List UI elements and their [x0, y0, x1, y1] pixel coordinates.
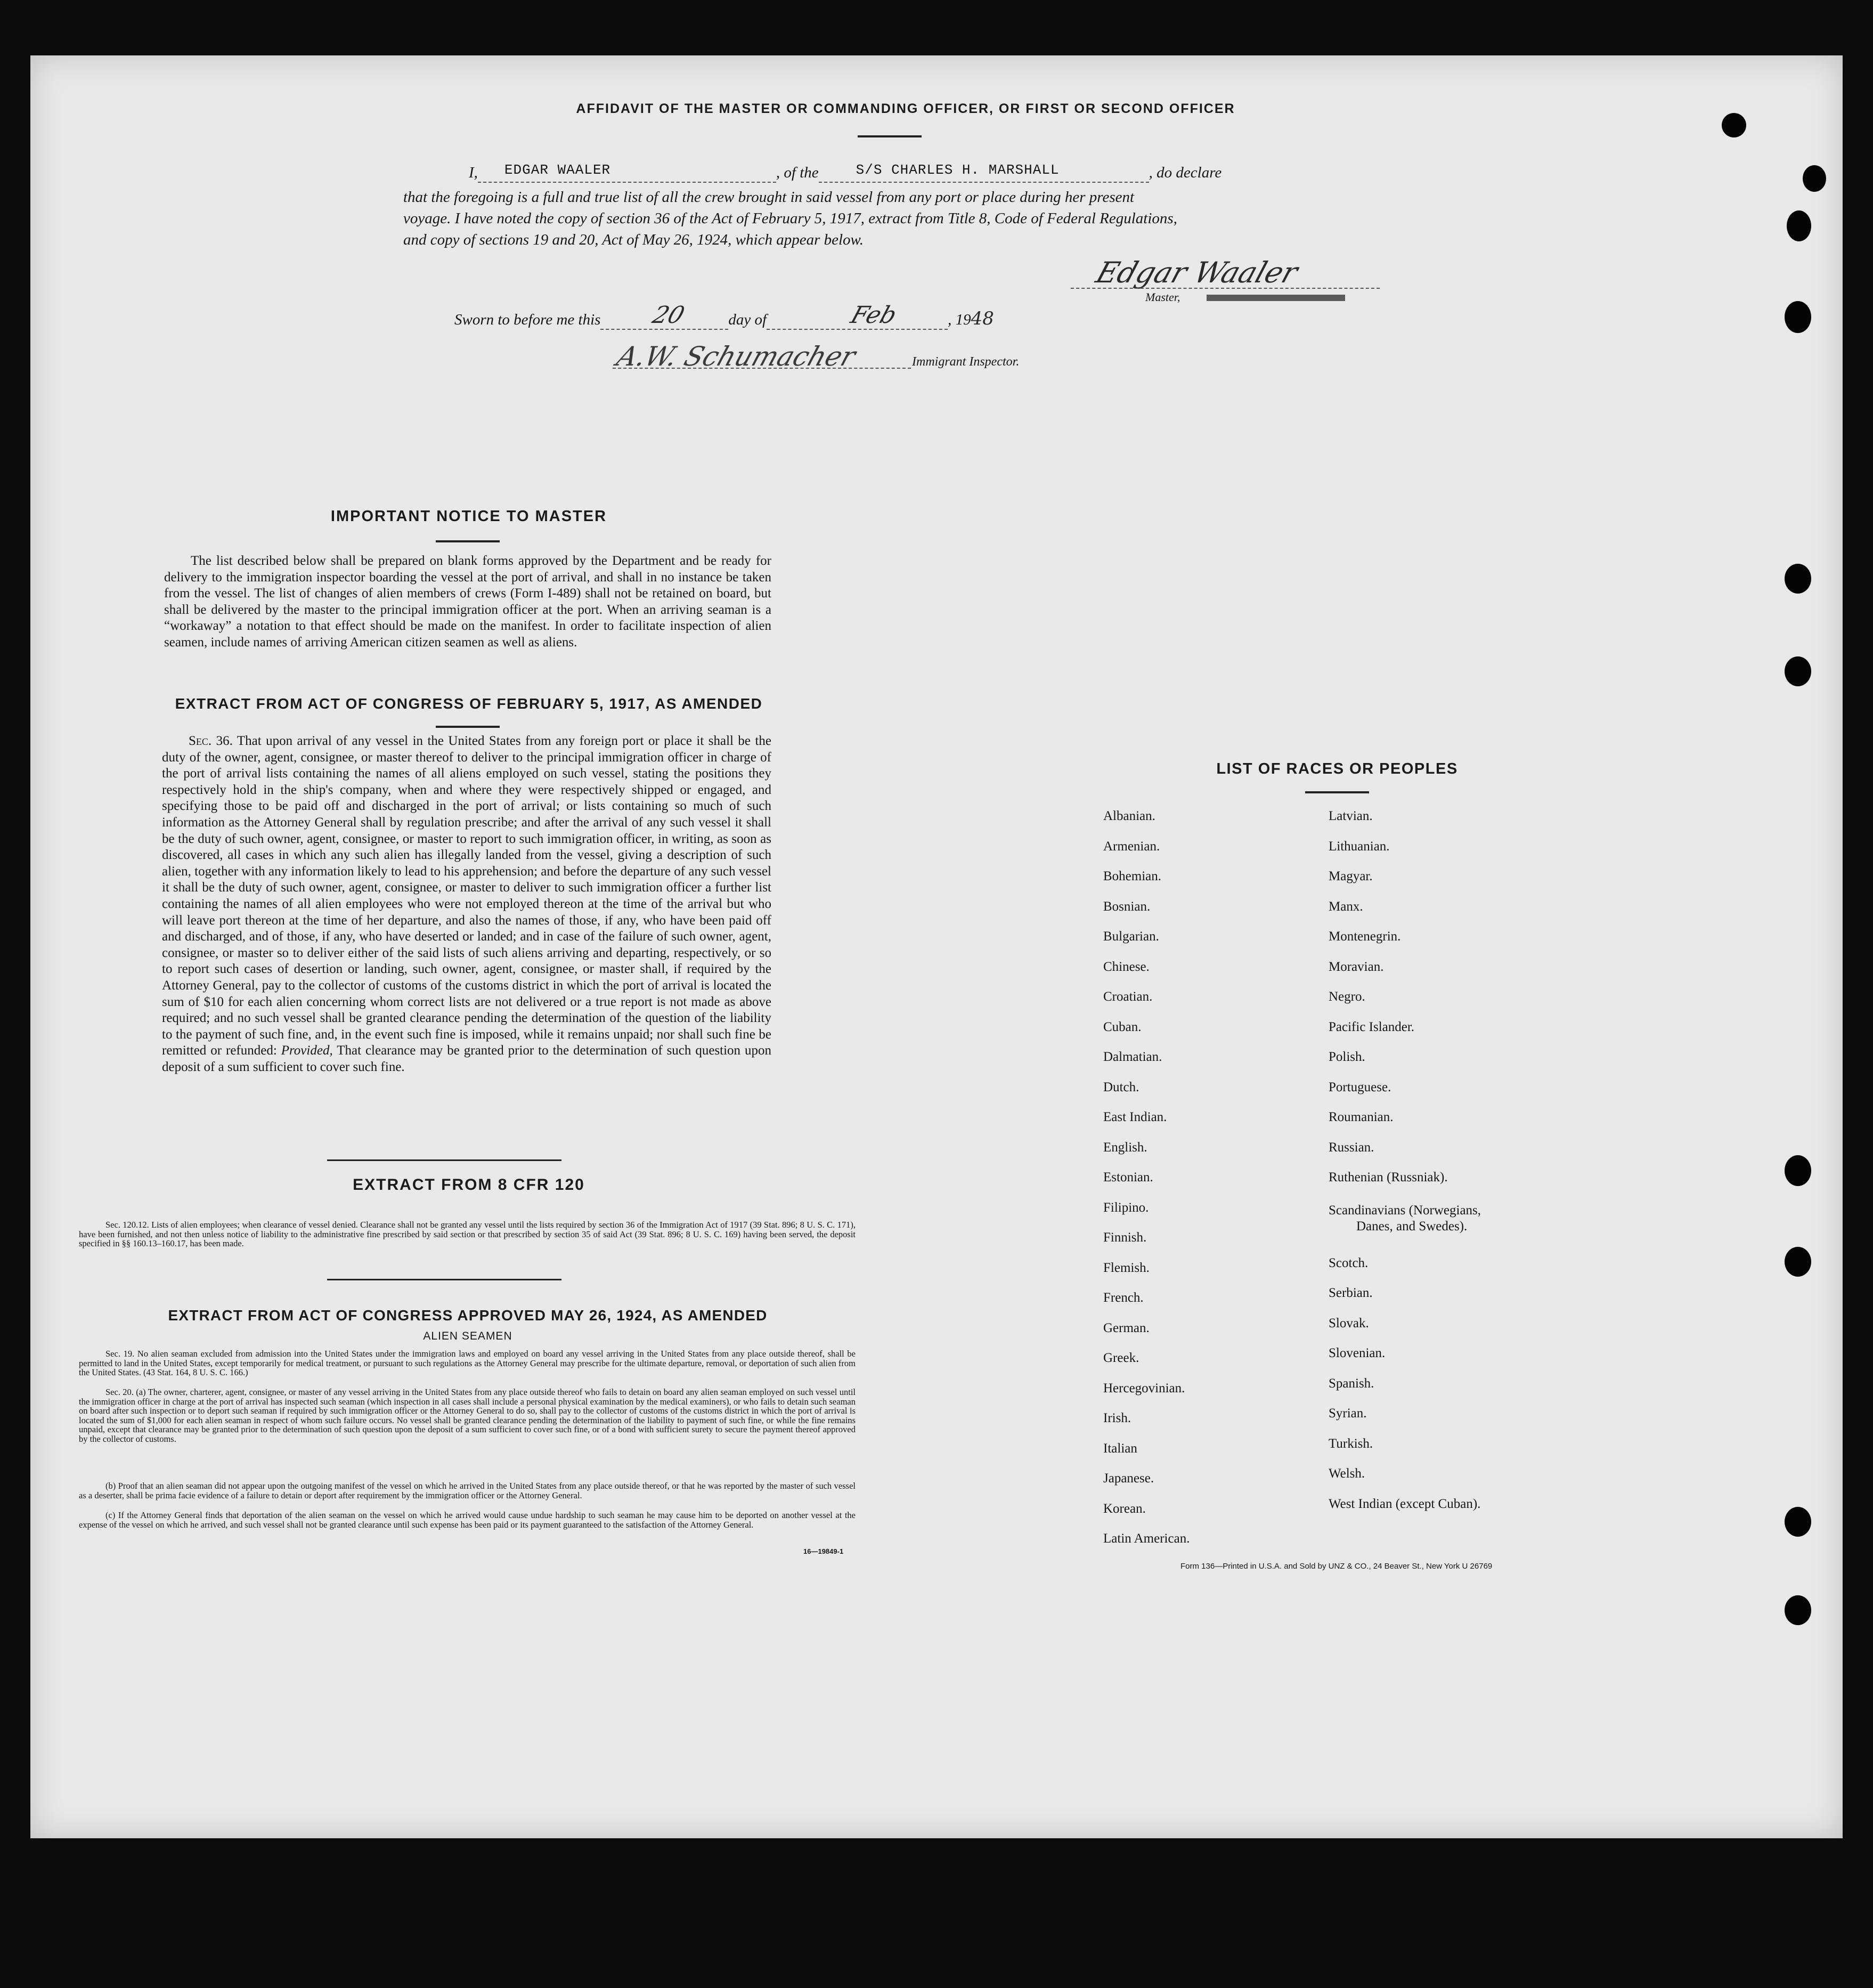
cfr-bottom-rule	[327, 1279, 561, 1280]
race-item: Slovak.	[1329, 1316, 1369, 1330]
races-title: LIST OF RACES OR PEOPLES	[1216, 760, 1458, 777]
race-item: Magyar.	[1329, 869, 1373, 883]
race-item: Bulgarian.	[1103, 929, 1159, 944]
sworn-month-field	[767, 302, 948, 330]
cfr-separator-rule	[327, 1159, 561, 1161]
sec-20b-text: (b) Proof that an alien seaman did not appear upon the outgoing manifest of the vessel on which he arrived in the United States from any place outside thereof, or that he was reported by the master of such vessel as a deserter, shall be prima facie evidence of a failure to detain or deport after requirement by the immigration officer or the Attorney General.	[79, 1481, 856, 1500]
race-item: Serbian.	[1329, 1286, 1373, 1300]
race-item: Lithuanian.	[1329, 839, 1390, 854]
affidavit-line-2: that the foregoing is a full and true list of all the crew brought in said vessel from any port or place during her present	[403, 189, 1135, 206]
master-name-field	[478, 164, 776, 183]
race-item: Turkish.	[1329, 1436, 1373, 1451]
race-item: Italian	[1103, 1441, 1137, 1456]
races-right-column	[1329, 809, 1481, 1527]
binder-hole-7	[1785, 1155, 1811, 1186]
binder-hole-2	[1803, 165, 1826, 192]
race-item: Montenegrin.	[1329, 929, 1401, 944]
race-item: Irish.	[1103, 1411, 1131, 1425]
affidavit-i: I,	[469, 164, 478, 181]
binder-hole-5	[1785, 564, 1811, 594]
sec-36-label: Sec. 36.	[189, 734, 233, 748]
inspector-signature: A.W. Schumacher	[613, 341, 860, 372]
race-item: Finnish.	[1103, 1230, 1147, 1245]
race-item: German.	[1103, 1320, 1150, 1335]
race-item: Manx.	[1329, 899, 1363, 914]
race-item: English.	[1103, 1140, 1147, 1155]
races-title-rule	[1305, 791, 1369, 793]
sec-19-text: Sec. 19. No alien seaman excluded from admission into the United States under the immigration laws and employed on board any vessel arriving in the United States from any place outside thereof, shall be permitted to land in the United States, except temporarily for medical treatment, or pursuant to such regulations as the Attorney General may prescribe for the ultimate departure, removal, or deportation of such alien from the United States. (43 Stat. 164, 8 U. S. C. 166.)	[79, 1349, 856, 1377]
race-item: West Indian (except Cuban).	[1329, 1496, 1481, 1511]
race-item-scandinavians	[1329, 1200, 1481, 1256]
affidavit-line-1	[469, 164, 1412, 183]
race-item: Negro.	[1329, 989, 1365, 1004]
race-item: Bosnian.	[1103, 899, 1151, 914]
race-item: Chinese.	[1103, 959, 1150, 974]
affidavit-title: AFFIDAVIT OF THE MASTER OR COMMANDING OFFICER, OR FIRST OR SECOND OFFICER	[576, 101, 1235, 116]
form-code: 16—19849-1	[803, 1547, 844, 1555]
race-item: French.	[1103, 1291, 1144, 1305]
affidavit-title-rule	[858, 135, 922, 137]
sworn-text: Sworn to before me this	[454, 311, 601, 328]
race-item: Armenian.	[1103, 839, 1160, 854]
race-item: Spanish.	[1329, 1376, 1374, 1391]
race-item: Latvian.	[1329, 809, 1373, 823]
struck-title-text	[1207, 295, 1345, 301]
race-item: Portuguese.	[1329, 1080, 1391, 1094]
race-item: Japanese.	[1103, 1471, 1154, 1486]
race-item: Greek.	[1103, 1351, 1139, 1365]
day-of-text: day of	[728, 311, 767, 328]
race-item: Polish.	[1329, 1050, 1365, 1064]
vessel-name-typed: S/S CHARLES H. MARSHALL	[856, 162, 1060, 178]
races-left-column	[1103, 809, 1190, 1553]
sworn-year: 48	[971, 308, 994, 329]
master-name-typed: EDGAR WAALER	[504, 162, 611, 178]
race-item: Moravian.	[1329, 959, 1384, 974]
affidavit-line-4: and copy of sections 19 and 20, Act of May 26, 1924, which appear below.	[403, 231, 864, 248]
race-item: Cuban.	[1103, 1019, 1142, 1034]
sec-36-text: That upon arrival of any vessel in the United States from any foreign port or place it shall be the duty of the owner, agent, consignee, or master thereof to deliver to the principal immigration officer in charge of the port of arrival lists containing the names of all aliens employed on such vessel, stating the positions they respectively hold in the ship's company, when and where they were respectively shipped or engaged, and specifying those to be paid off and discharged in the port of arrival; or lists containing so much of such information as the Attorney General shall by regulation prescribe; and after the arrival of any such vessel it shall be the duty of such owner, agent, consignee, or master to report to such immigration officer, in writing, as soon as discovered, all cases in which any such alien has illegally landed from the vessel, giving a description of such alien, together with any information likely to lead to his apprehension; and before the departure of any such vessel it shall be the duty of such owner, agent, consignee, or master to deliver to such immigration officer a further list containing the names of all alien employees who were not employed thereon at the time of the arrival but who will leave port thereon at the time of her departure, and also the names of those, if any, who have been paid off and discharged, and of those, if any, who have deserted or landed; and in case of the failure of such owner, agent, consignee, or master so to deliver either of the said lists of such aliens arriving and departing, respectively, or so to report such cases of desertion or landing, such owner, agent, consignee, or master shall, if required by the Attorney General, pay to the collector of customs of the customs district in which the port of arrival is located the sum of $10 for each alien concerning whom correct lists are not delivered or a true report is not made as above required; and no such vessel shall be granted clearance pending the determination of the question of the liability to the payment of such fine, and, in the event such fine is imposed, while it remains unpaid; nor shall such fine be remitted or refunded:	[162, 734, 772, 1058]
race-item: Estonian.	[1103, 1170, 1153, 1184]
race-item: Roumanian.	[1329, 1110, 1394, 1124]
race-item: Flemish.	[1103, 1260, 1150, 1275]
vessel-name-field	[819, 164, 1149, 183]
race-item: Dutch.	[1103, 1080, 1139, 1094]
binder-hole-4	[1785, 301, 1811, 333]
extract-1917-title: EXTRACT FROM ACT OF CONGRESS OF FEBRUARY 5, 1917, AS AMENDED	[175, 695, 763, 712]
binder-hole-9	[1785, 1507, 1811, 1537]
race-item: Korean.	[1103, 1501, 1146, 1516]
master-signature-line	[1071, 288, 1380, 289]
affidavit-line-3: voyage. I have noted the copy of section 36 of the Act of February 5, 1917, extract from Title 8, Code of Federal Regulations,	[403, 210, 1177, 227]
race-item-label: Scandinavians (Norwegians,	[1329, 1203, 1481, 1218]
race-item: Hercegovinian.	[1103, 1381, 1185, 1395]
race-item: Russian.	[1329, 1140, 1374, 1155]
binder-hole-10	[1785, 1595, 1811, 1625]
binder-hole-3	[1787, 210, 1811, 241]
sec-20c-text: (c) If the Attorney General finds that deportation of the alien seaman on the vessel on which he arrived would cause undue hardship to such seaman he may cause him to be deported on another vessel at the expense of the vessel on which he arrived, and such vessel shall not be granted clearance until such expense has been paid or its payment guaranteed to the satisfaction of the Attorney General.	[79, 1510, 856, 1530]
master-signature: Edgar Waaler	[1092, 256, 1302, 289]
notice-title: IMPORTANT NOTICE TO MASTER	[330, 508, 607, 525]
extract-1917-body	[162, 733, 771, 1075]
race-item: Latin American.	[1103, 1531, 1190, 1546]
extract-1917-rule	[436, 726, 500, 728]
printer-footer: Form 136—Printed in U.S.A. and Sold by UNZ & CO., 24 Beaver St., New York U 26769	[1180, 1562, 1493, 1571]
binder-hole-6	[1785, 656, 1811, 686]
sworn-line	[454, 302, 994, 330]
sworn-day-field	[600, 302, 728, 330]
cfr-title: EXTRACT FROM 8 CFR 120	[353, 1176, 585, 1194]
notice-title-rule	[436, 540, 500, 542]
sworn-day: 20	[649, 302, 688, 329]
sec-36-text-end: That clearance may be granted prior to the determination of such question upon deposit of a sum sufficient to cover such fine.	[162, 1043, 771, 1074]
inspector-signature-line	[613, 368, 911, 369]
race-item: Dalmatian.	[1103, 1050, 1162, 1064]
extract-1924-title: EXTRACT FROM ACT OF CONGRESS APPROVED MAY 26, 1924, AS AMENDED	[168, 1307, 768, 1324]
race-item: Albanian.	[1103, 809, 1155, 823]
cfr-body: Sec. 120.12. Lists of alien employees; when clearance of vessel denied. Clearance shall not be granted any vessel until the lists required by section 36 of the Immigration Act of 1917 (39 Stat. 896; 8 U. S. C. 171), have been furnished, and not then unless notice of liability to the administrative fine prescribed by said section or that prescribed by section 35 of said Act (39 Stat. 896; 8 U. S. C. 169) having been served, the deposit specified in §§ 160.13–160.17, has been made.	[79, 1220, 856, 1248]
race-item: Welsh.	[1329, 1466, 1365, 1481]
race-item: Filipino.	[1103, 1200, 1149, 1215]
year-prefix: , 19	[948, 311, 971, 328]
sec-20a-text: Sec. 20. (a) The owner, charterer, agent, consignee, or master of any vessel arriving in the United States from any place outside thereof who fails to detain on board any alien seaman employed on such vessel until the immigration officer in charge at the port of arrival has inspected such seaman (which inspection in all cases shall include a personal physical examination by the medical examiners), or who fails to detain such seaman on board after such inspection or to deport such seaman if required by such immigration officer or the Attorney General to do so, shall pay to the collector of customs of the customs district in which the port of arrival is located the sum of $1,000 for each alien seaman in respect of whom such failure occurs. No vessel shall be granted clearance pending the determination of the liability to payment of such fine, or while the fine remains unpaid, except that clearance may be granted prior to the determination of such question upon the deposit of a sum sufficient to cover such fine, or of a bond with sufficient surety to secure the payment thereof approved by the collector of customs.	[79, 1387, 856, 1444]
notice-body: The list described below shall be prepared on blank forms approved by the Department and be ready for delivery to the immigration inspector boarding the vessel at the port of arrival, and shall in no instance be taken from the vessel. The list of changes of alien members of crews (Form I-489) shall not be retained on board, but shall be delivered by the master to the principal immigration officer at the port. When an arriving seaman is a “workaway” a notation to that effect should be made on the manifest. In order to facilitate inspection of alien seamen, include names of arriving American citizen seamen as well as aliens.	[164, 554, 771, 650]
master-label: Master,	[1145, 290, 1180, 304]
race-item: Ruthenian (Russniak).	[1329, 1170, 1448, 1184]
alien-seamen-subtitle: ALIEN SEAMEN	[423, 1330, 512, 1342]
race-item: Pacific Islander.	[1329, 1019, 1415, 1034]
affidavit-do-declare: , do declare	[1149, 164, 1222, 181]
race-item-continued: Danes, and Swedes).	[1356, 1219, 1468, 1234]
inspector-label: Immigrant Inspector.	[912, 355, 1020, 369]
race-item: East Indian.	[1103, 1110, 1167, 1124]
provided-word: Provided,	[281, 1043, 333, 1058]
race-item: Croatian.	[1103, 989, 1153, 1004]
sworn-month: Feb	[847, 302, 900, 329]
race-item: Slovenian.	[1329, 1346, 1386, 1360]
race-item: Bohemian.	[1103, 869, 1162, 883]
race-item: Scotch.	[1329, 1255, 1369, 1270]
race-item: Syrian.	[1329, 1406, 1367, 1421]
binder-hole-8	[1785, 1247, 1811, 1277]
affidavit-of-the: , of the	[776, 164, 819, 181]
